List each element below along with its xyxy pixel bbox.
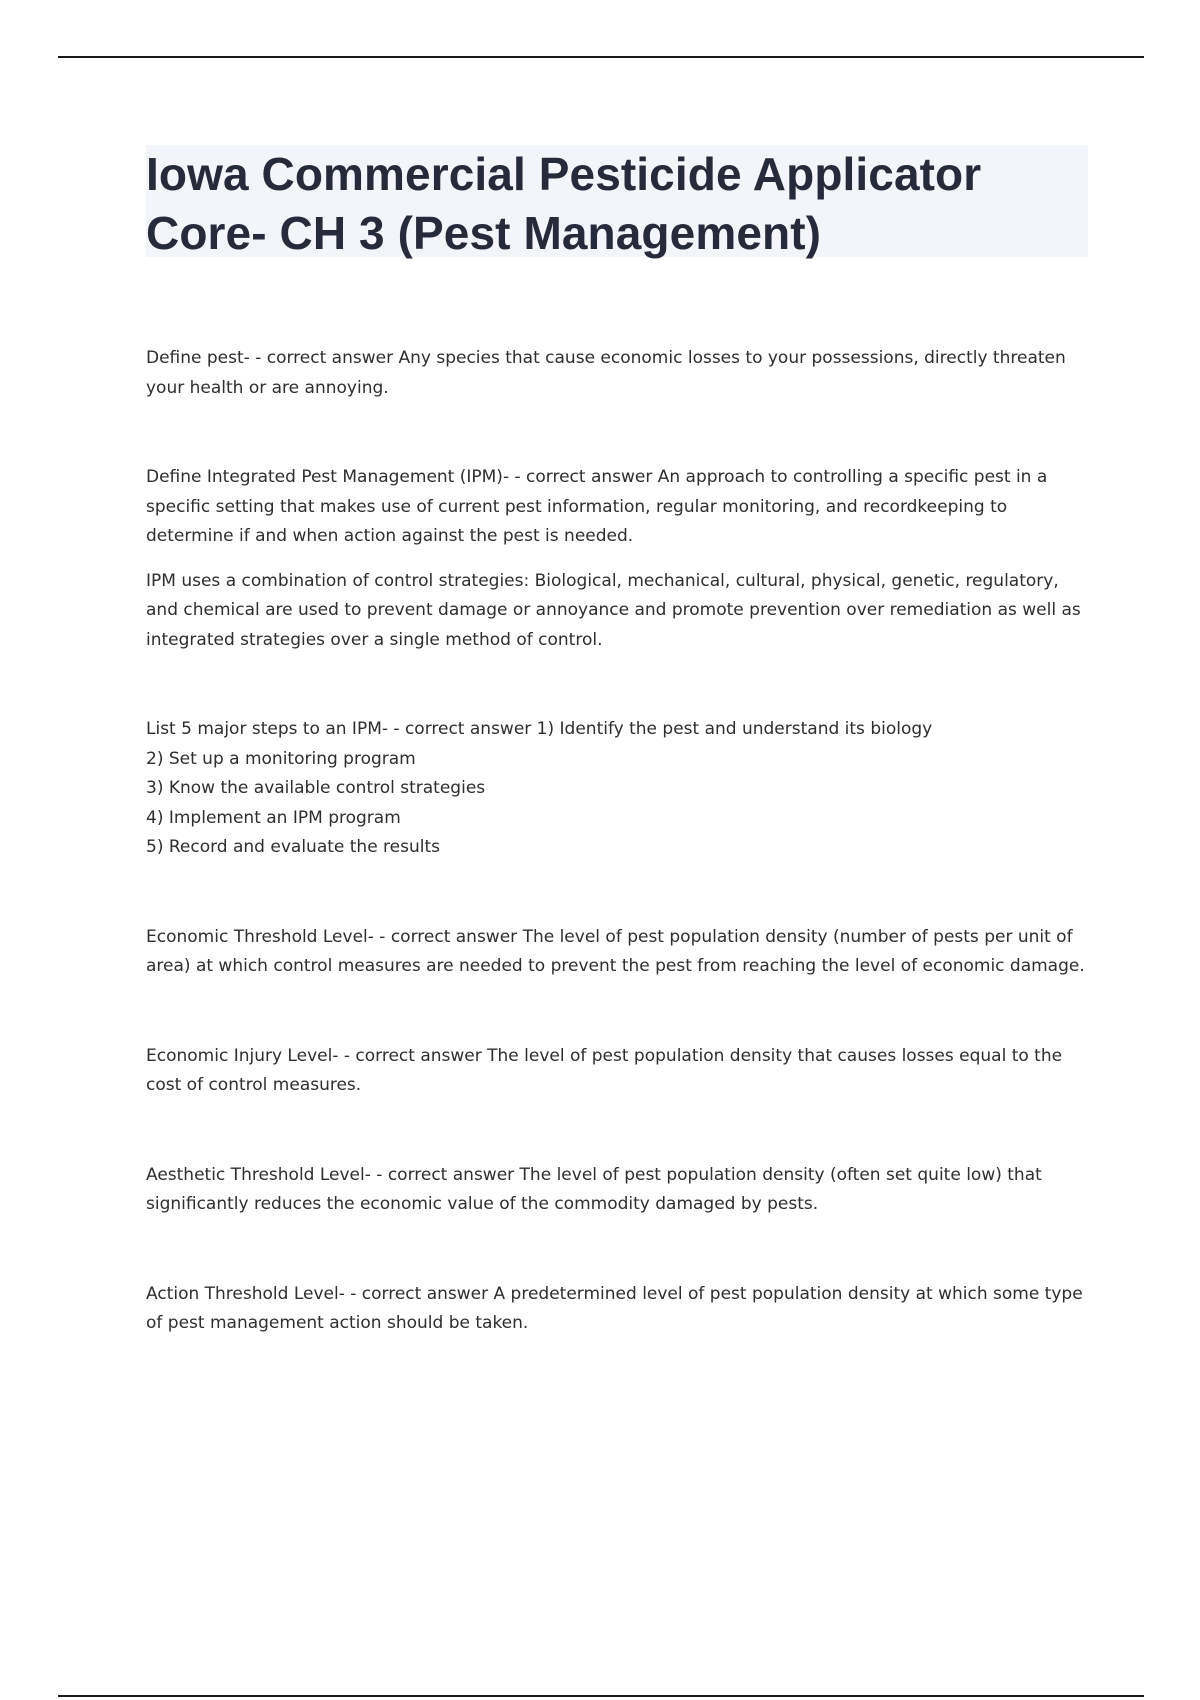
bottom-divider [58,1695,1144,1697]
qa-action-threshold: Action Threshold Level- - correct answer A predetermined level of pest population density at which some type of pest management action should be taken. [146,1283,1083,1333]
qa-ipm-steps: List 5 major steps to an IPM- - correct answer 1) Identify the pest and understand its biology [146,719,933,739]
qa-define-ipm: Define Integrated Pest Management (IPM)- - correct answer An approach to controlling a specific pest in a specific setting that makes use of current pest information, regular monitoring, and recordkeeping to determine if and when action against the pest is needed. [146,467,1048,546]
title-banner [146,145,1088,257]
qa-economic-threshold: Economic Threshold Level- - correct answer The level of pest population density (number of pests per unit of area) at which control measures are needed to prevent the pest from reaching the level of economic damage. [146,926,1085,976]
top-divider [58,56,1144,58]
qa-aesthetic-threshold: Aesthetic Threshold Level- - correct answer The level of pest population density (often set quite low) that significantly reduces the economic value of the commodity damaged by pests. [146,1164,1042,1214]
ipm-step-3: 3) Know the available control strategies [146,778,486,798]
qa-define-pest: Define pest- - correct answer Any species that cause economic losses to your possessions, directly threaten your health or are annoying. [146,348,1066,398]
qa-ipm-strategies: IPM uses a combination of control strategies: Biological, mechanical, cultural, physical, genetic, regulatory, and chemical are used to prevent damage or annoyance and promote prevention over remediation as well as integrated strategies over a single method of control. [146,570,1081,650]
ipm-step-5: 5) Record and evaluate the results [146,837,441,857]
ipm-step-2: 2) Set up a monitoring program [146,748,416,769]
document-body [146,344,1086,1339]
qa-economic-injury: Economic Injury Level- - correct answer The level of pest population density that causes losses equal to the cost of control measures. [146,1045,1063,1095]
document-title: Iowa Commercial Pesticide Applicator Core- CH 3 (Pest Management) [146,148,982,259]
ipm-step-4: 4) Implement an IPM program [146,807,401,828]
